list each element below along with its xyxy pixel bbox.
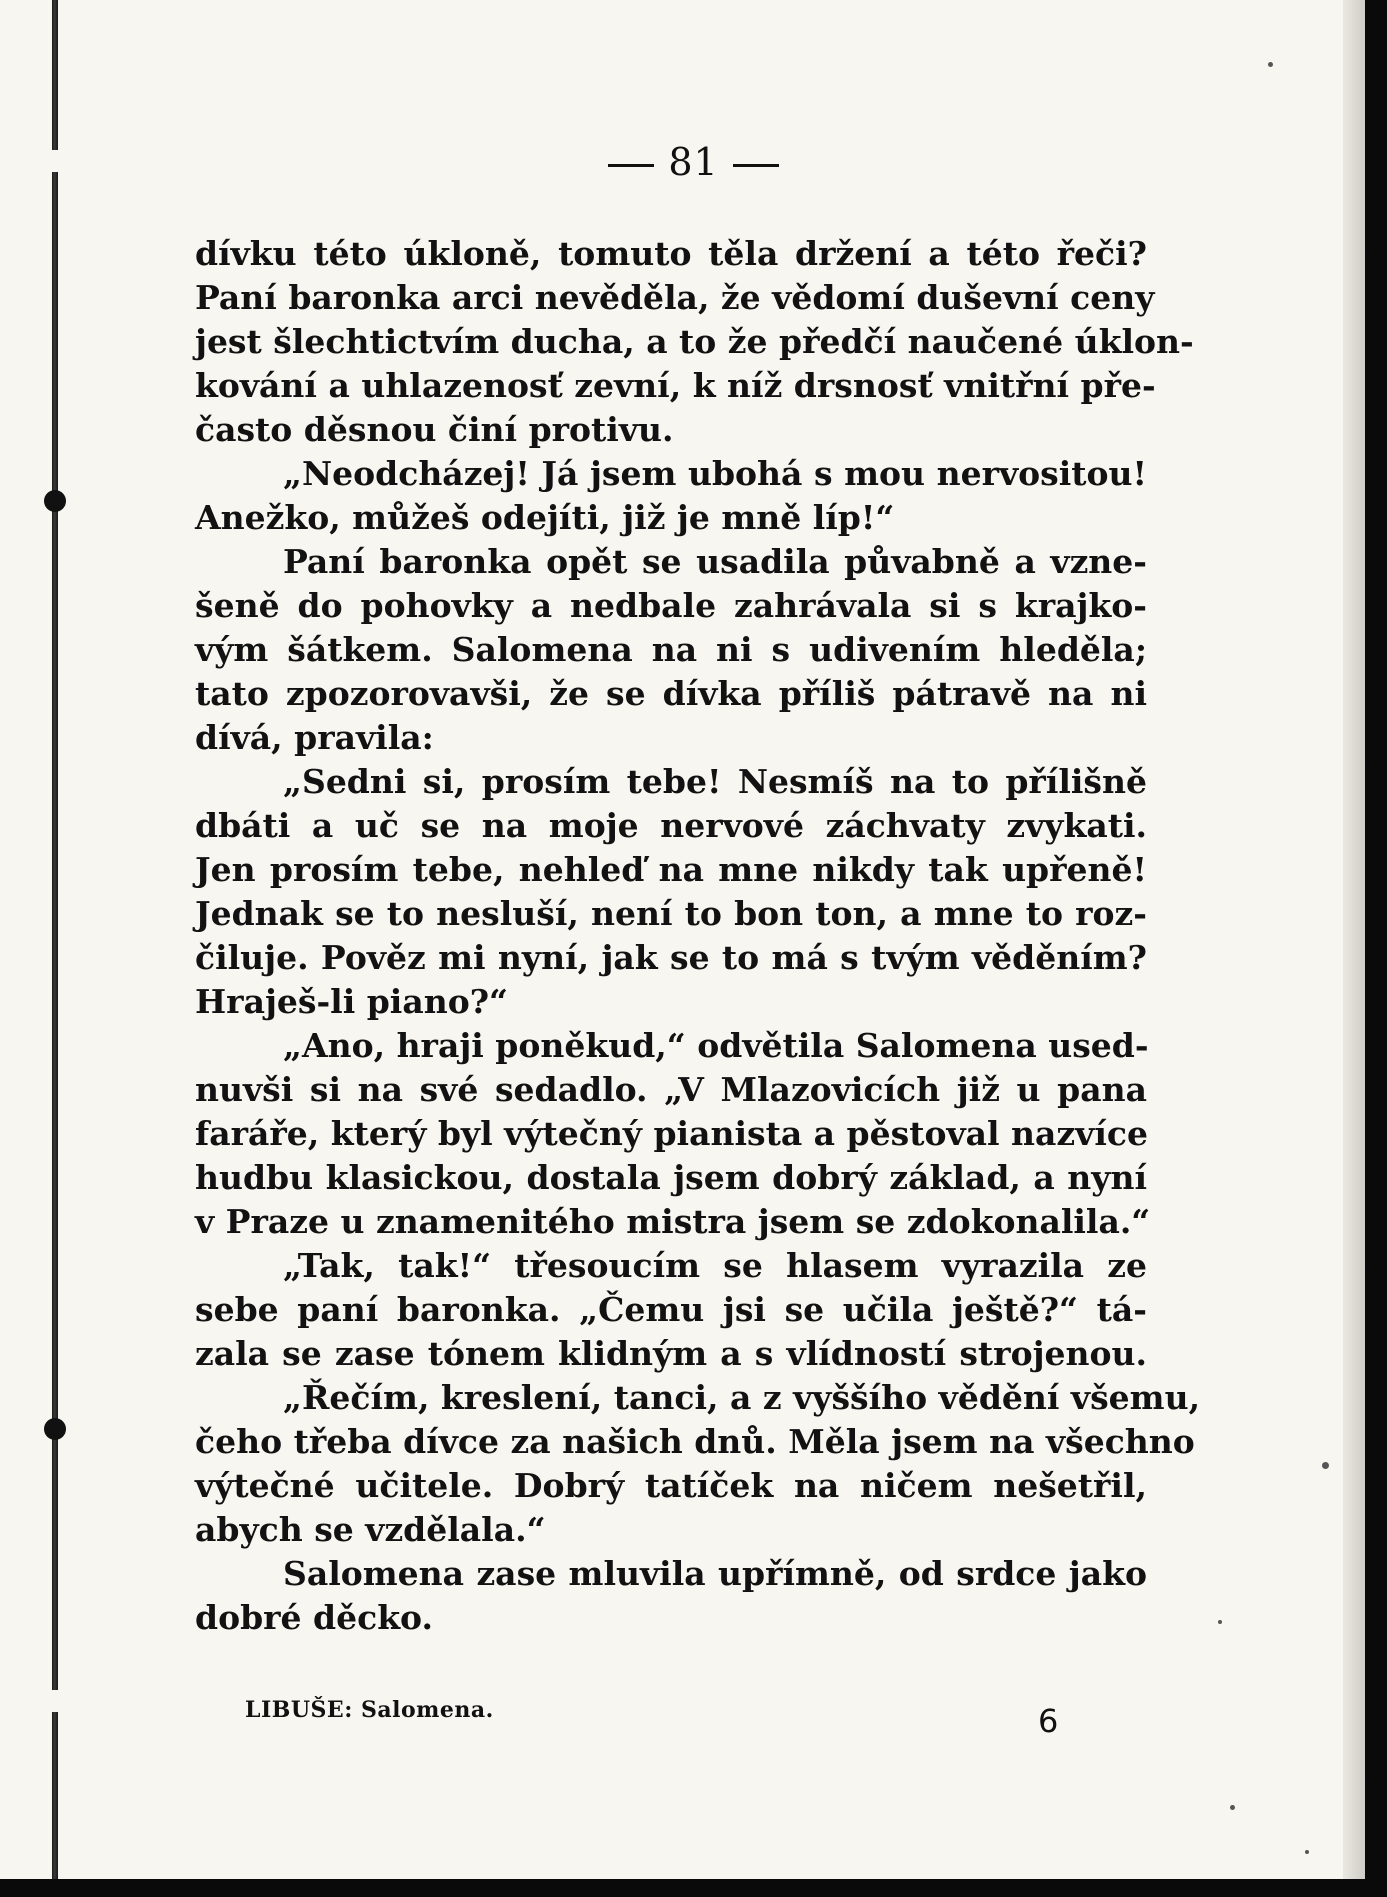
gutter-mark [44, 490, 66, 512]
gutter-gap [50, 1690, 60, 1712]
paper-speck [1305, 1850, 1309, 1854]
text-line: „Neodcházej! Já jsem ubohá s mou nervositou! [283, 454, 1147, 493]
text-line: tato zpozorovavši, že se dívka příliš pátravě na ni [195, 674, 1147, 713]
text-line: čiluje. Pověz mi nyní, jak se to má s tvým věděním? [195, 938, 1147, 977]
page-gutter-line [52, 0, 58, 1879]
text-line: „Ano, hraji poněkud,“ odvětila Salomena used- [283, 1026, 1149, 1065]
paper-speck [1218, 1620, 1222, 1624]
gutter-mark [44, 1418, 66, 1440]
paper-speck [1230, 1805, 1235, 1810]
text-line: kování a uhlazenosť zevní, k níž drsnosť vnitřní pře- [195, 366, 1156, 405]
text-line: dívá, pravila: [195, 718, 434, 757]
text-line: v Praze u znamenitého mistra jsem se zdokonalila.“ [195, 1202, 1151, 1241]
text-line: dívku této úkloně, tomuto těla držení a této řeči? [195, 234, 1147, 273]
page-header [0, 140, 1365, 184]
footer-signature: LIBUŠE: Salomena. [245, 1697, 494, 1723]
page-number: 81 [668, 140, 719, 184]
text-line: Salomena zase mluvila upřímně, od srdce jako [283, 1554, 1147, 1593]
paper-speck [1322, 1462, 1329, 1469]
text-line: jest šlechtictvím ducha, a to že předčí naučené úklon- [195, 322, 1194, 361]
text-line: abych se vzdělala.“ [195, 1510, 546, 1549]
text-line: výtečné učitele. Dobrý tatíček na ničem nešetřil, [195, 1466, 1147, 1505]
text-line: nuvši si na své sedadlo. „V Mlazovicích již u pana [195, 1070, 1147, 1109]
text-line: Hraješ-li piano?“ [195, 982, 509, 1021]
text-line: „Sedni si, prosím tebe! Nesmíš na to přílišně [283, 762, 1147, 801]
header-dash-right [733, 164, 779, 167]
text-line: Jen prosím tebe, nehleď na mne nikdy tak upřeně! [195, 850, 1147, 889]
paper-speck [1268, 62, 1273, 67]
text-line: zala se zase tónem klidným a s vlídností strojenou. [195, 1334, 1147, 1373]
text-line: dobré děcko. [195, 1598, 433, 1637]
text-line: často děsnou činí protivu. [195, 410, 674, 449]
text-line: vým šátkem. Salomena na ni s udivením hleděla; [195, 630, 1147, 669]
header-dash-left [608, 164, 654, 167]
text-line: sebe paní baronka. „Čemu jsi se učila ještě?“ tá- [195, 1290, 1147, 1329]
page-body-text [195, 232, 1201, 1640]
text-line: Paní baronka arci nevěděla, že vědomí duševní ceny [195, 278, 1155, 317]
text-line: „Řečím, kreslení, tanci, a z vyššího vědění všemu, [283, 1378, 1201, 1417]
page-right-edge [1343, 0, 1365, 1879]
text-line: „Tak, tak!“ třesoucím se hlasem vyrazila ze [283, 1246, 1147, 1285]
scan-bottom-edge [0, 1879, 1387, 1897]
text-line: dbáti a uč se na moje nervové záchvaty zvykati. [195, 806, 1147, 845]
text-line: čeho třeba dívce za našich dnů. Měla jsem na všechno [195, 1422, 1195, 1461]
text-line: faráře, který byl výtečný pianista a pěstoval nazvíce [195, 1114, 1148, 1153]
footer-sheet-number: 6 [1038, 1702, 1059, 1740]
text-line: Anežko, můžeš odejíti, již je mně líp!“ [195, 498, 895, 537]
text-line: Jednak se to nesluší, není to bon ton, a mne to roz- [195, 894, 1147, 933]
text-line: šeně do pohovky a nedbale zahrávala si s krajko- [195, 586, 1147, 625]
text-line: hudbu klasickou, dostala jsem dobrý základ, a nyní [195, 1158, 1147, 1197]
text-line: Paní baronka opět se usadila půvabně a vzne- [283, 542, 1147, 581]
